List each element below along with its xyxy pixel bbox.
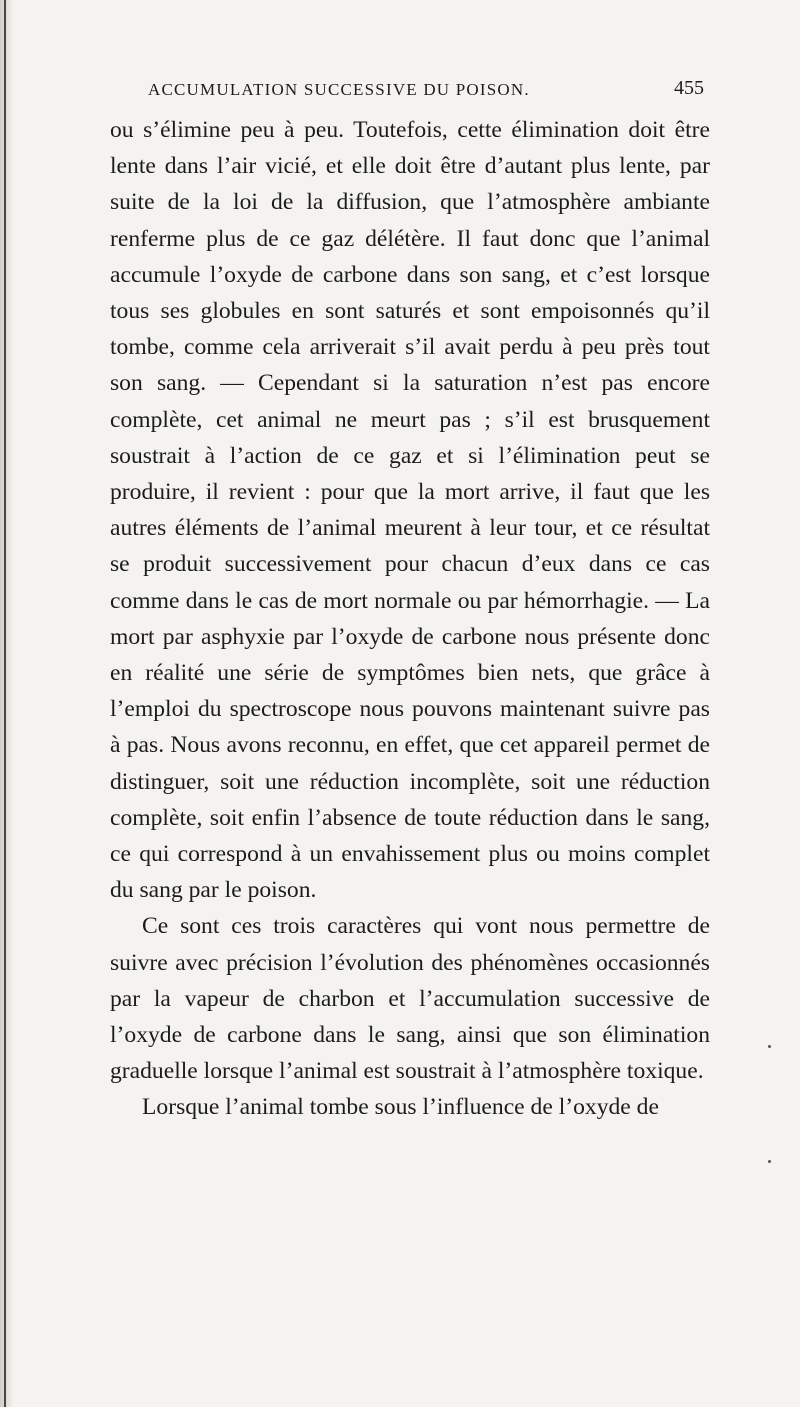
paper-speck <box>768 1160 771 1163</box>
running-head <box>110 72 710 106</box>
page-number: 455 <box>674 77 704 99</box>
body-text <box>110 112 710 1126</box>
paragraph-3: Lorsque l’animal tombe sous l’influence de l’oxyde de <box>142 1094 659 1121</box>
paper-speck <box>768 1045 771 1048</box>
binding-rule <box>4 0 6 1407</box>
paragraph-2: Ce sont ces trois caractères qui vont nous permettre de suivre avec précision l’évolution des phénomènes occasionnés par la vapeur de charbon et l’accumulation successive de l’oxyde de carbone dans le sang, ainsi que son élimination graduelle lorsque l’animal est soustrait à l’atmosphère toxique. <box>110 913 710 1085</box>
page-binding-edge <box>0 0 14 1407</box>
paragraph-1: ou s’élimine peu à peu. Toutefois, cette élimination doit être lente dans l’air vicié, et elle doit être d’autant plus lente, par suite de la loi de la diffusion, que l’atmosphère ambiante renferme plus de ce gaz délétère. Il faut donc que l’animal accumule l’oxyde de carbone dans son sang, et c’est lorsque tous ses globules en sont saturés et sont empoisonnés qu’il tombe, comme cela arriverait s’il avait perdu à peu près tout son sang. — Cependant si la saturation n’est pas encore complète, cet animal ne meurt pas ; s’il est brusquement soustrait à l’action de ce gaz et si l’élimination peut se produire, il revient : pour que la mort arrive, il faut que les autres éléments de l’animal meurent à leur tour, et ce résultat se produit successivement pour chacun d’eux dans ce cas comme dans le cas de mort normale ou par hémorrhagie. — La mort par asphyxie par l’oxyde de carbone nous présente donc en réalité une série de symptômes bien nets, que grâce à l’emploi du spectroscope nous pouvons maintenant suivre pas à pas. Nous avons reconnu, en effet, que cet appareil permet de distinguer, soit une réduction incomplète, soit une réduction complète, soit enfin l’absence de toute réduction dans le sang, ce qui correspond à un envahissement plus ou moins complet du sang par le poison. <box>110 117 710 904</box>
running-title: ACCUMULATION SUCCESSIVE DU POISON. <box>148 80 530 99</box>
book-page <box>110 72 710 1126</box>
